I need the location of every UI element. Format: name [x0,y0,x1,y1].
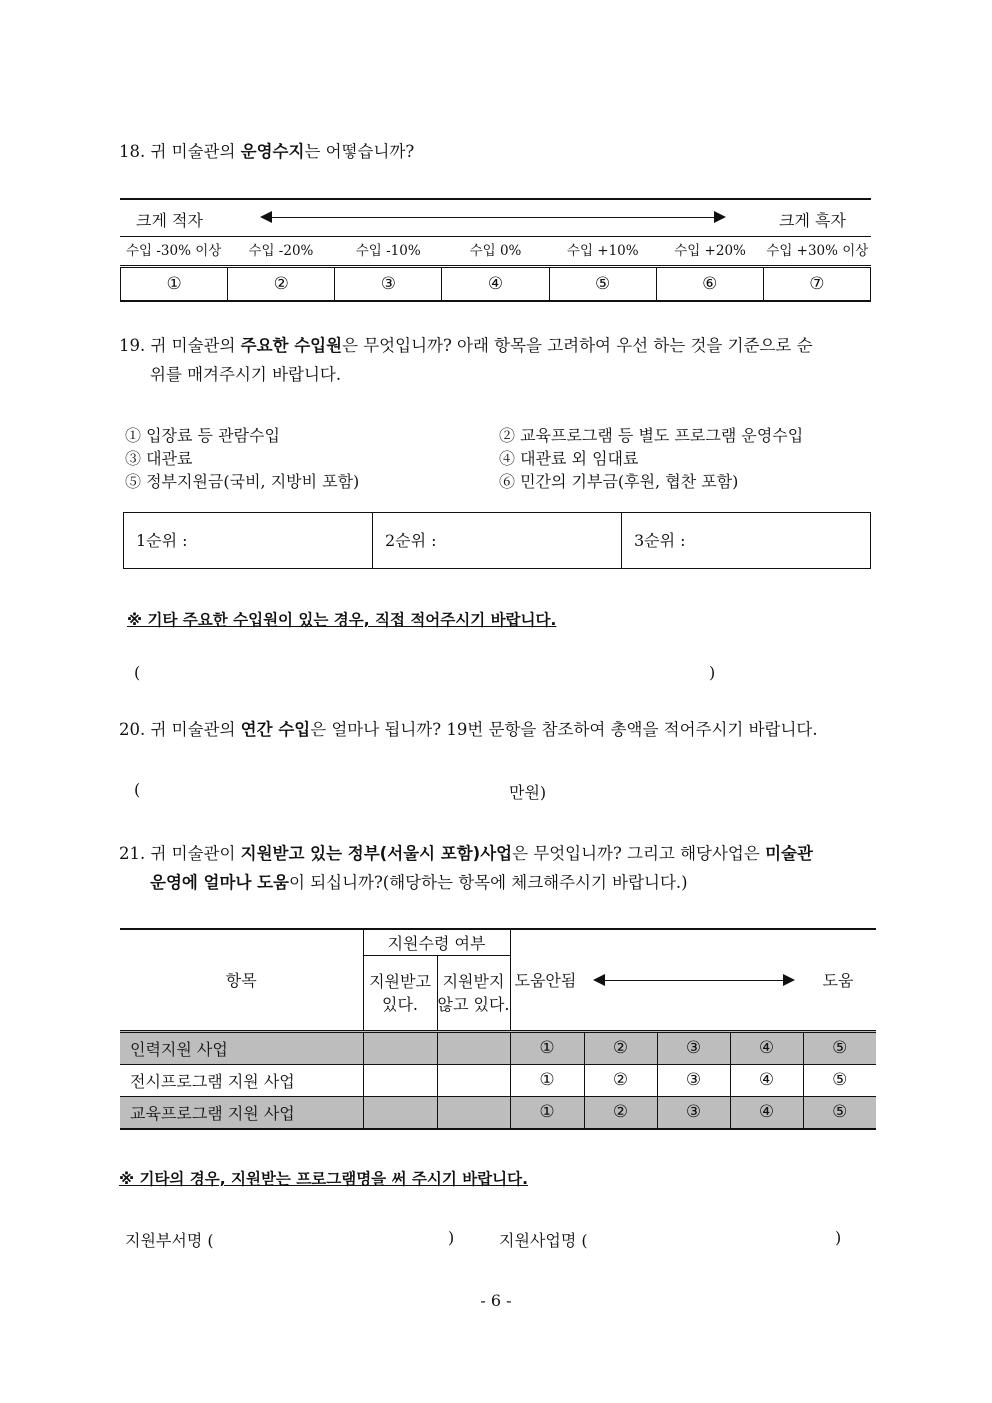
q19-note: ※ 기타 주요한 수입원이 있는 경우, 직접 적어주시기 바랍니다. [127,611,557,629]
help-option[interactable]: ① [510,1096,584,1129]
dept-name-input[interactable] [225,1225,440,1249]
help-option[interactable]: ③ [657,1031,730,1064]
received-no-cell[interactable] [437,1096,510,1129]
row-label: 전시프로그램 지원 사업 [120,1064,363,1096]
q21-note: ※ 기타의 경우, 지원받는 프로그램명을 써 주시기 바랍니다. [119,1170,528,1188]
received-yes-cell[interactable] [363,1096,437,1129]
scale-option[interactable]: ⑤ [550,268,657,300]
question-18: 18. 귀 미술관의 운영수지는 어떻습니까? [119,142,415,161]
scale-option[interactable]: ③ [335,268,442,300]
table-row [120,1031,876,1064]
project-close: ) [835,1228,842,1247]
help-scale-right-label: 도움 [822,970,854,990]
scale-labels-row [120,237,871,268]
question-21: 21. 귀 미술관이 지원받고 있는 정부(서울시 포함)사업은 무엇입니까? 그리고 해당사업은 미술관 운영에 얼마나 도움이 되십니까?(해당하는 항목에 체크해주시기 바랍니다.) [119,844,813,892]
rank-table [123,512,871,569]
question-21-keyword: 지원받고 있는 정부(서울시 포함)사업 [240,844,513,863]
help-option[interactable]: ⑤ [803,1031,876,1064]
project-label: 지원사업명 ( [499,1231,588,1250]
scale-label: 수입 +20% [674,243,746,259]
scale-option[interactable]: ① [120,268,228,300]
question-20: 20. 귀 미술관의 연간 수입은 얼마나 됩니까? 19번 문항을 참조하여 총액을 적어주시기 바랍니다. [119,720,818,739]
arrow-right-icon [783,974,795,986]
project-name-input[interactable] [600,1225,825,1249]
income-options-right [499,424,803,493]
help-option[interactable]: ② [584,1031,657,1064]
help-option[interactable]: ① [510,1064,584,1096]
col-yes-header: 지원받고 있다. [363,955,437,1031]
help-option[interactable]: ④ [730,1031,803,1064]
income-option: ⑥ 민간의 기부금(후원, 협찬 포함) [499,472,739,491]
rank-2-field[interactable]: 2순위 : [373,513,622,568]
help-scale-arrow-line [603,980,785,981]
rank-1-field[interactable]: 1순위 : [124,513,373,568]
help-option[interactable]: ④ [730,1096,803,1129]
scale-option[interactable]: ② [228,268,335,300]
question-19: 19. 귀 미술관의 주요한 수입원은 무엇입니까? 아래 항목을 고려하여 우선 하는 것을 기준으로 순 위를 매겨주시기 바랍니다. [119,336,813,384]
help-option[interactable]: ② [584,1064,657,1096]
help-option[interactable]: ④ [730,1064,803,1096]
income-option: ③ 대관료 [125,449,193,468]
scale-label: 수입 0% [469,243,522,259]
operating-balance-scale [120,198,871,302]
scale-option[interactable]: ④ [442,268,549,300]
question-19-keyword: 주요한 수입원 [240,336,343,355]
other-income-input[interactable] [150,660,700,684]
paren-open: ( [134,663,141,682]
help-option[interactable]: ③ [657,1096,730,1129]
scale-option[interactable]: ⑦ [764,268,871,300]
income-option: ④ 대관료 외 임대료 [499,449,639,468]
question-18-keyword: 운영수지 [240,142,305,161]
table-row [120,1064,876,1096]
income-option: ① 입장료 등 관람수입 [125,426,280,445]
help-option[interactable]: ② [584,1096,657,1129]
income-options-left [125,424,359,493]
col-item-header: 항목 [120,929,363,1031]
income-option: ⑤ 정부지원금(국비, 지방비 포함) [125,472,360,491]
scale-label: 수입 +10% [566,243,639,259]
question-20-keyword: 연간 수입 [240,720,311,739]
received-yes-cell[interactable] [363,1031,437,1064]
scale-right-label: 크게 흑자 [779,211,846,230]
paren-open: ( [134,780,141,799]
income-option: ② 교육프로그램 등 별도 프로그램 운영수입 [499,426,804,445]
help-option[interactable]: ⑤ [803,1064,876,1096]
scale-left-label: 크게 적자 [136,211,203,230]
scale-arrow-line [270,217,716,218]
help-option[interactable]: ① [510,1031,584,1064]
received-yes-cell[interactable] [363,1064,437,1096]
col-no-header: 지원받지 않고 있다. [437,955,510,1031]
help-scale-header [510,929,876,1031]
row-label: 인력지원 사업 [120,1031,363,1064]
scale-label: 수입 +30% 이상 [766,243,869,259]
arrow-right-icon [714,211,726,223]
scale-label: 수입 -10% [355,243,421,259]
help-option[interactable]: ⑤ [803,1096,876,1129]
scale-label: 수입 -20% [248,243,314,259]
dept-close: ) [448,1228,455,1247]
paren-close: ) [709,663,716,682]
help-option[interactable]: ③ [657,1064,730,1096]
rank-3-field[interactable]: 3순위 : [634,531,686,550]
page-number: - 6 - [480,1291,512,1310]
received-no-cell[interactable] [437,1031,510,1064]
received-no-cell[interactable] [437,1064,510,1096]
dept-label: 지원부서명 ( [125,1231,214,1250]
row-label: 교육프로그램 지원 사업 [120,1096,363,1129]
scale-options-row [120,268,871,302]
scale-label: 수입 -30% 이상 [125,243,222,259]
unit-label: 만원) [509,783,547,802]
scale-option[interactable]: ⑥ [657,268,764,300]
table-row [120,1096,876,1129]
annual-income-input[interactable] [150,777,500,801]
support-program-table [120,928,876,1130]
col-support-header: 지원수령 여부 [363,929,510,955]
help-scale-left-label: 도움안됨 [514,970,577,990]
scale-header [120,198,871,237]
